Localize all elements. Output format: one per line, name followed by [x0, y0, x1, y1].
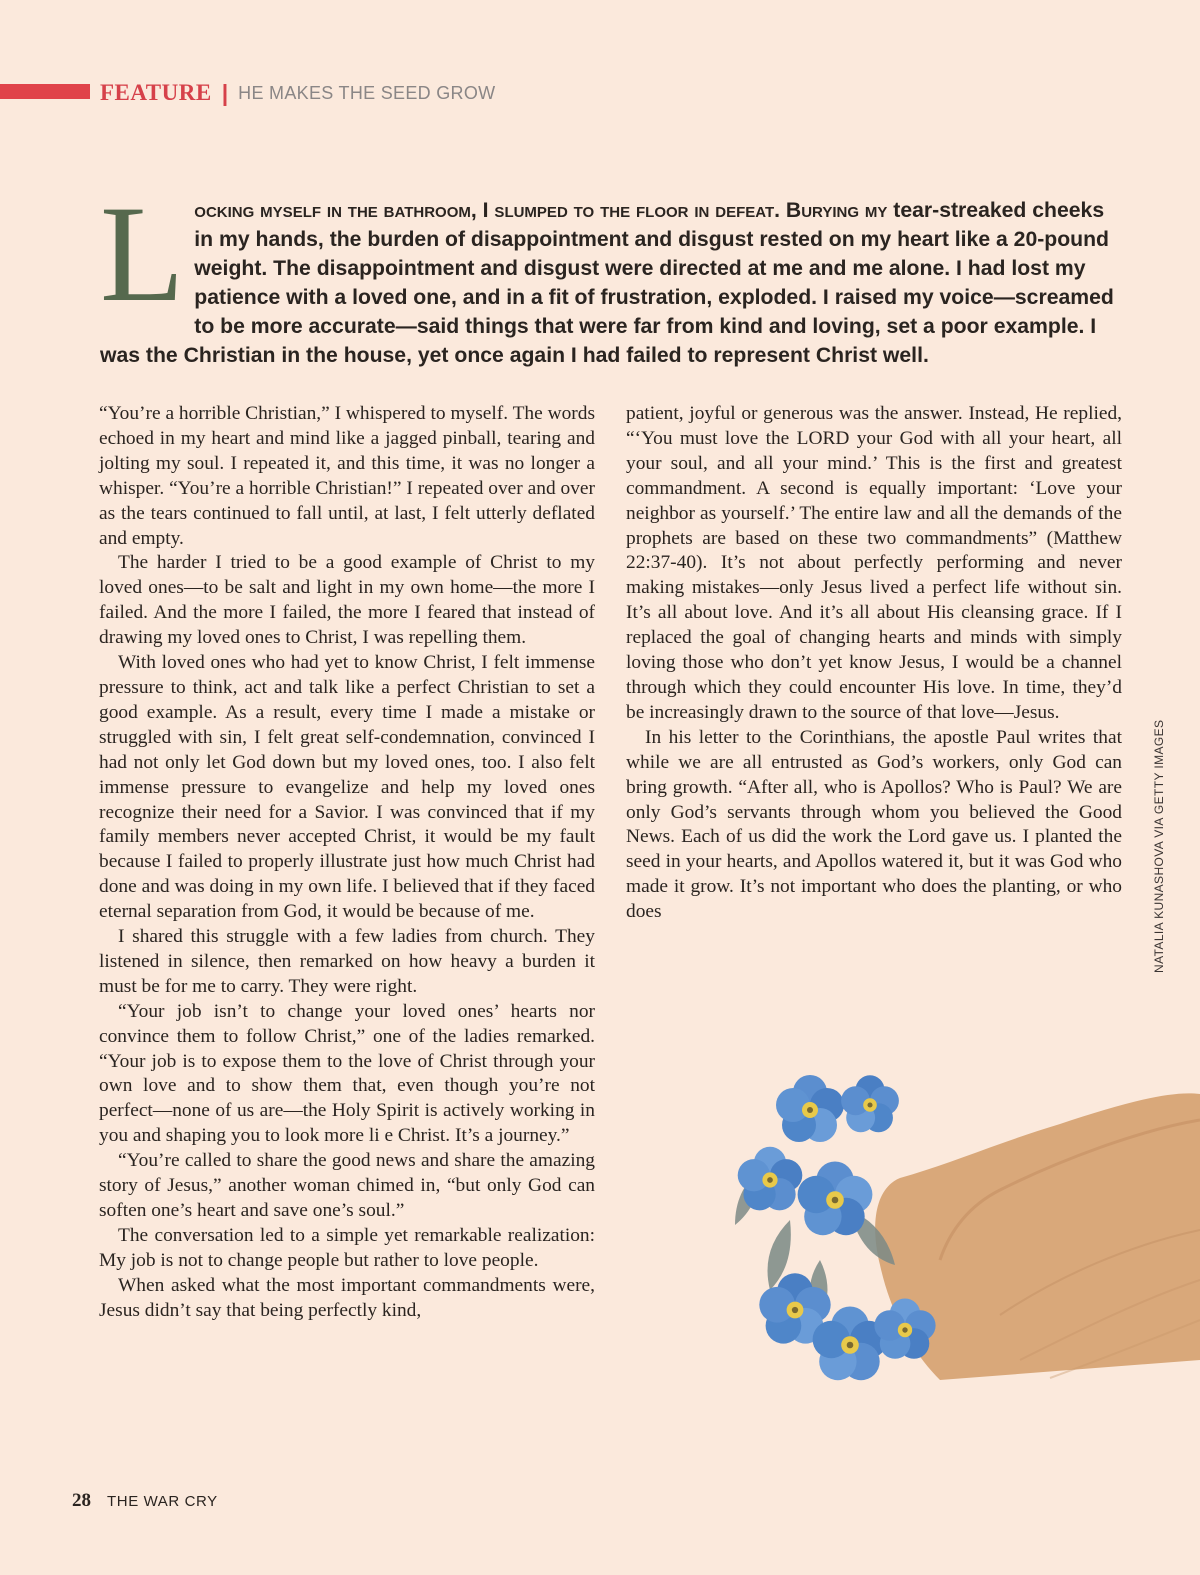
- drop-cap: L: [100, 177, 185, 330]
- article-section-title: HE MAKES THE SEED GROW: [238, 82, 496, 103]
- page-footer: [72, 1490, 218, 1512]
- paragraph: The harder I tried to be a good example of Christ to my loved ones—to be salt and light in my own home—the more I failed. And the more I failed, the more I feared that instead of drawing my loved ones to Christ, I was repelling them.: [99, 552, 595, 649]
- body-column-left: [99, 402, 595, 1324]
- paragraph: “You’re a horrible Christian,” I whispered to myself. The words echoed in my heart and mind like a jagged pinball, tearing and jolting my soul. I repeated it, and this time, it was no longer a whisper. “You’re a horrible Christian!” I repeated over and over as the tears continued to fall until, at last, I felt utterly deflated and empty.: [99, 403, 595, 549]
- paragraph: When asked what the most important commandments were, Jesus didn’t say that being perfectly kind,: [99, 1274, 595, 1321]
- paragraph: With loved ones who had yet to know Christ, I felt immense pressure to think, act and talk like a perfect Christian to set a good example. As a result, every time I made a mistake or struggled with sin, I felt great self-condemnation, convinced I had not only let God down but my loved ones, too. I also felt immense pressure to evangelize and help my loved ones recognize their need for a Savior. I was convinced that if my family members never accepted Christ, it would be my fault because I failed to properly illustrate just how much Christ had done and was doing in my own life. I believed that if they faced eternal separation from God, it would be because of me.: [99, 652, 595, 923]
- photo-credit: NATALIA KUNASHOVA VIA GETTY IMAGES: [1152, 719, 1166, 973]
- paragraph: In his letter to the Corinthians, the apostle Paul writes that while we are all entrusted as God’s workers, only God can bring growth. “After all, who is Apollos? Who is Paul? We are only God’s servants through whom you believed the Good News. Each of us did the work the Lord gave us. I planted the seed in your hearts, and Apollos watered it, but it was God who made it grow. It’s not important who does the planting, or who does: [626, 726, 1122, 923]
- page-number: 28: [72, 1490, 91, 1511]
- paragraph: “You’re called to share the good news and share the amazing story of Jesus,” another woman chimed in, “but only God can soften one’s heart and save one’s soul.”: [99, 1150, 595, 1221]
- paragraph: I shared this struggle with a few ladies from church. They listened in silence, then remarked on how heavy a burden it must be for me to carry. They were right.: [99, 926, 595, 997]
- feature-kicker: FEATURE: [100, 80, 212, 105]
- paragraph: patient, joyful or generous was the answer. Instead, He replied, “‘You must love the LORD your God with all your heart, all your soul, and all your mind.’ This is the first and greatest commandment. A second is equally important: ‘Love your neighbor as yourself.’ The entire law and all the demands of the prophets are based on these two commandments” (Matthew 22:37-40). It’s not about perfectly performing and never making mistakes—only Jesus lived a perfect life without sin. It’s all about love. And it’s all about His cleansing grace. If I replaced the goal of changing hearts and minds with simply loving those who don’t yet know Jesus, I would be a channel through which they could encounter His love. In time, they’d be increasingly drawn to the source of that love—Jesus.: [626, 403, 1122, 723]
- hand-with-flowers-illustration: [700, 1060, 1200, 1420]
- article-lede: [100, 177, 1122, 370]
- publication-name: THE WAR CRY: [107, 1493, 218, 1510]
- lede-text: tear-streaked cheeks in my hands, the burden of disappointment and disgust rested on my heart like a 20-pound weight. The disappointment and disgust were directed at me and me alone. I had lost my patience with a loved one, and in a fit of frustration, exploded. I raised my voice—screamed to be more accurate—said things that were far from kind and loving, set a poor example. I was the Christian in the house, yet once again I had failed to represent Christ well.: [100, 199, 1114, 367]
- header-accent-bar: [0, 84, 90, 99]
- body-column-right: [626, 402, 1122, 925]
- lede-smallcaps: ocking myself in the bathroom, I slumped to the floor in defeat. Burying my: [194, 199, 888, 222]
- paragraph: The conversation led to a simple yet remarkable realization: My job is not to change people but rather to love people.: [99, 1224, 595, 1271]
- paragraph: “Your job isn’t to change your loved ones’ hearts nor convince them to follow Christ,” one of the ladies remarked. “Your job is to expose them to the love of Christ through your own love and to show them that, even though you’re not perfect—none of us are—the Holy Spirit is actively working in you and shaping you to look more li e Christ. It’s a journey.”: [99, 1000, 595, 1147]
- section-header: [100, 78, 495, 108]
- header-separator: |: [221, 79, 229, 106]
